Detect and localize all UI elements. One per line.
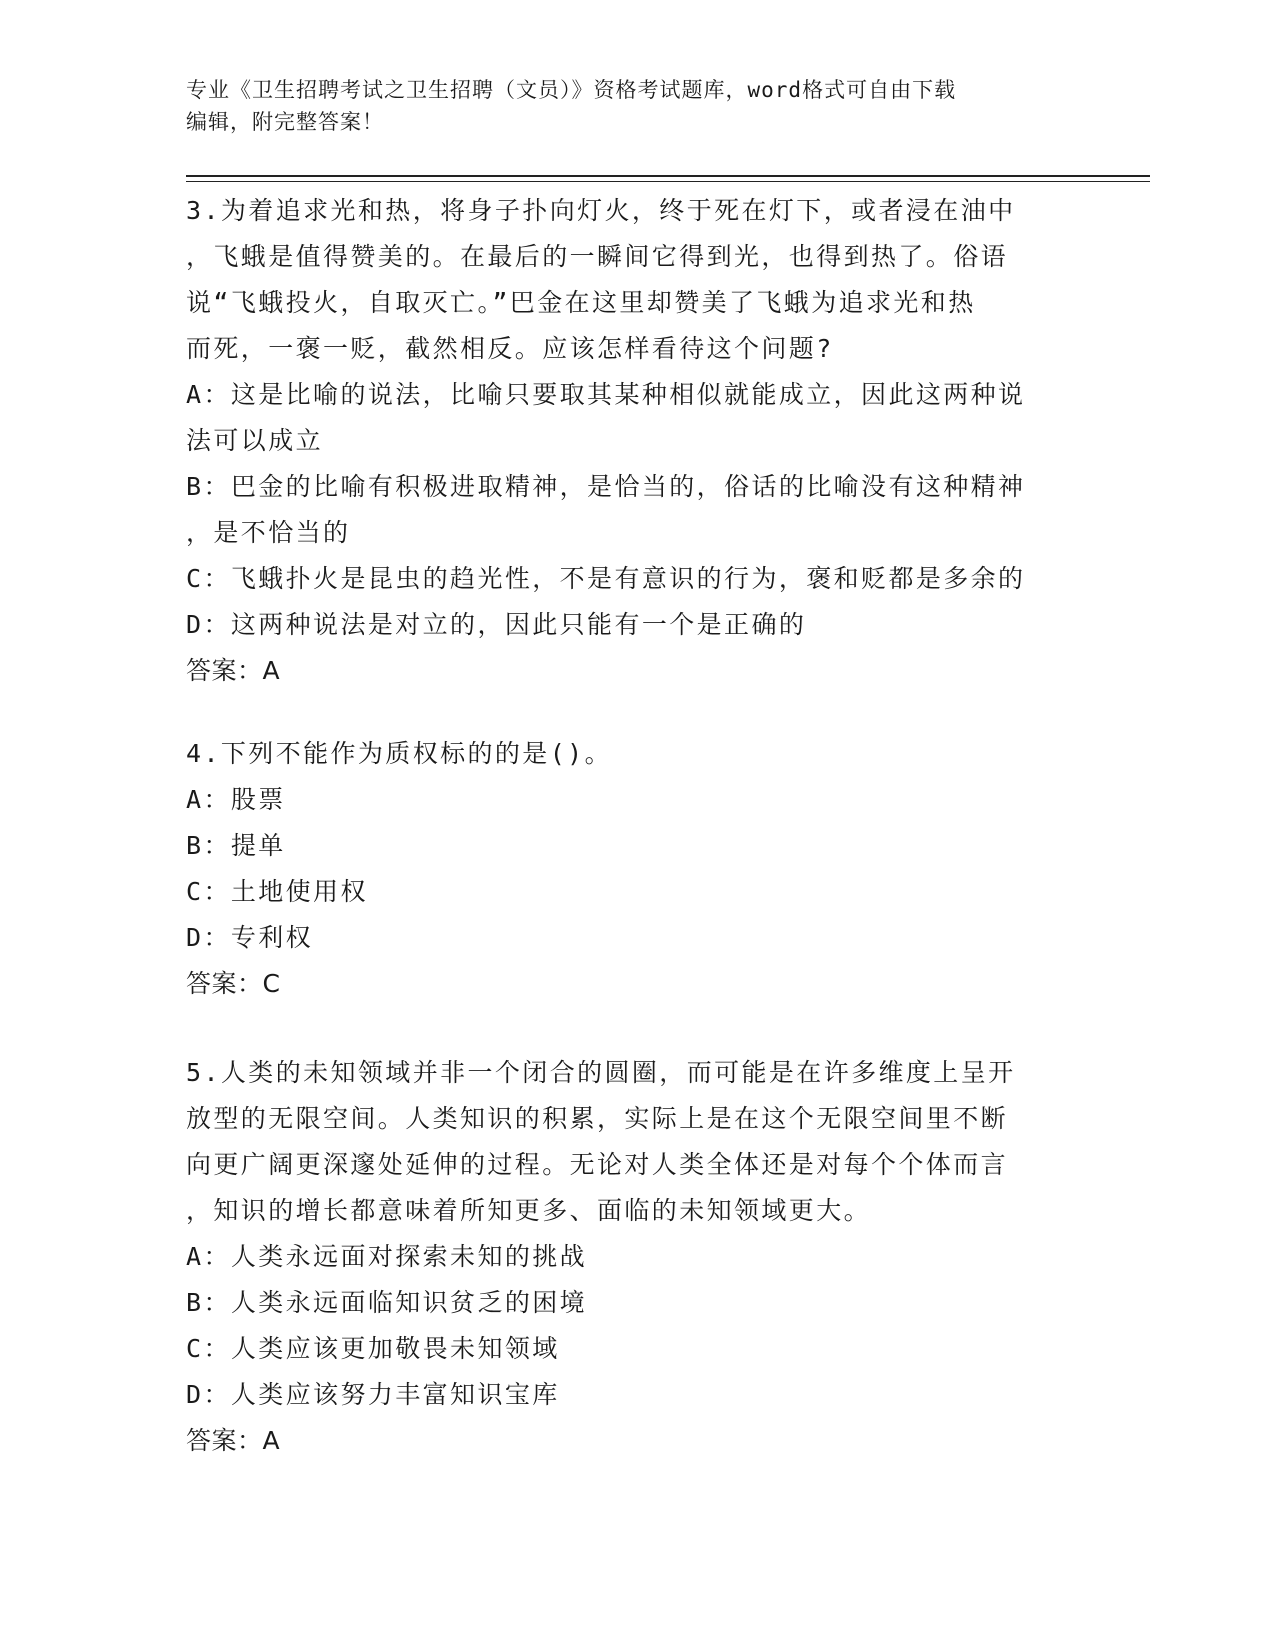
question-stem-line: 说“飞蛾投火，自取灭亡。”巴金在这里却赞美了飞蛾为追求光和热 bbox=[186, 288, 976, 317]
question-stem-line: 3.为着追求光和热，将身子扑向灯火，终于死在灯下，或者浸在油中 bbox=[186, 196, 1016, 225]
header-divider-thin bbox=[186, 181, 1150, 182]
header-line: 编辑，附完整答案！ bbox=[186, 110, 384, 134]
question-stem-line: 而死，一褒一贬，截然相反。应该怎样看待这个问题? bbox=[186, 334, 834, 363]
option-b: B：人类永远面临知识贫乏的困境 bbox=[186, 1288, 588, 1317]
option-c: C：人类应该更加敬畏未知领域 bbox=[186, 1334, 560, 1363]
option-c: C：土地使用权 bbox=[186, 877, 368, 906]
question-3 bbox=[186, 188, 1086, 694]
header-divider bbox=[186, 175, 1150, 177]
question-stem-line: 4.下列不能作为质权标的的是()。 bbox=[186, 739, 613, 768]
question-4 bbox=[186, 731, 1086, 1007]
answer-key: 答案：A bbox=[186, 656, 281, 685]
option-b-continued: ，是不恰当的 bbox=[186, 518, 351, 547]
option-a-continued: 法可以成立 bbox=[186, 426, 324, 455]
question-stem-line: 向更广阔更深邃处延伸的过程。无论对人类全体还是对每个个体而言 bbox=[186, 1150, 1009, 1179]
option-b: B：提单 bbox=[186, 831, 286, 860]
option-b: B：巴金的比喻有积极进取精神，是恰当的，俗话的比喻没有这种精神 bbox=[186, 472, 1026, 501]
question-stem-line: 放型的无限空间。人类知识的积累，实际上是在这个无限空间里不断 bbox=[186, 1104, 1009, 1133]
question-stem-line: 5.人类的未知领域并非一个闭合的圆圈，而可能是在许多维度上呈开 bbox=[186, 1058, 1016, 1087]
option-d: D：人类应该努力丰富知识宝库 bbox=[186, 1380, 560, 1409]
document-header bbox=[186, 74, 1086, 138]
question-stem-line: ，飞蛾是值得赞美的。在最后的一瞬间它得到光，也得到热了。俗语 bbox=[186, 242, 1009, 271]
header-line: 专业《卫生招聘考试之卫生招聘（文员）》资格考试题库，word格式可自由下载 bbox=[186, 78, 957, 102]
option-a: A：股票 bbox=[186, 785, 286, 814]
question-stem-line: ，知识的增长都意味着所知更多、面临的未知领域更大。 bbox=[186, 1196, 872, 1225]
answer-key: 答案：A bbox=[186, 1426, 281, 1455]
option-a: A：这是比喻的说法，比喻只要取其某种相似就能成立，因此这两种说 bbox=[186, 380, 1026, 409]
option-a: A：人类永远面对探索未知的挑战 bbox=[186, 1242, 588, 1271]
option-c: C：飞蛾扑火是昆虫的趋光性，不是有意识的行为，褒和贬都是多余的 bbox=[186, 564, 1026, 593]
option-d: D：专利权 bbox=[186, 923, 314, 952]
option-d: D：这两种说法是对立的，因此只能有一个是正确的 bbox=[186, 610, 807, 639]
question-5 bbox=[186, 1050, 1086, 1464]
answer-key: 答案：C bbox=[186, 969, 281, 998]
